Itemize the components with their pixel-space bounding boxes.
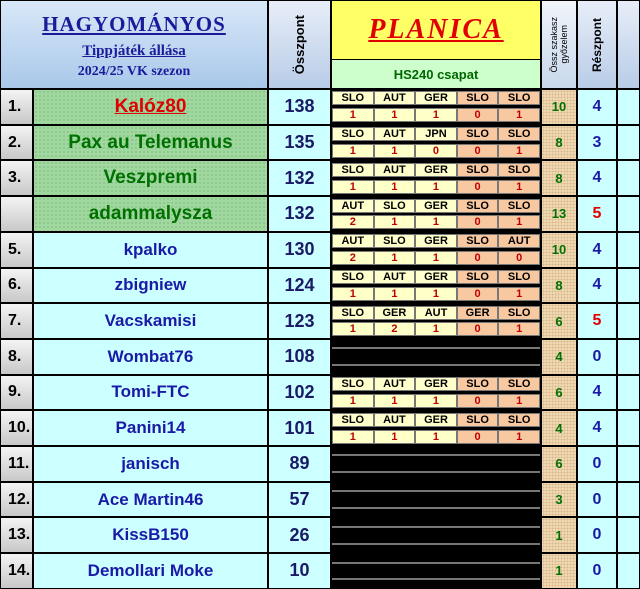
partial-points: 5 — [577, 196, 617, 232]
prediction-score: 1 — [374, 144, 416, 158]
prediction-score: 0 — [457, 144, 499, 158]
prediction-score: 0 — [498, 251, 540, 265]
prediction-grid — [331, 303, 541, 339]
total-points: 138 — [268, 89, 331, 125]
predicted-nation — [457, 454, 499, 456]
prediction-score: 1 — [374, 215, 416, 229]
player-name: Demollari Moke — [33, 553, 268, 589]
prediction-score — [498, 578, 540, 580]
rank-cell: 12. — [0, 482, 33, 518]
prediction-score: 1 — [498, 144, 540, 158]
predicted-nation: SLO — [374, 234, 416, 248]
predicted-nation — [415, 490, 457, 492]
predicted-nation — [374, 562, 416, 564]
partial-points: 4 — [577, 410, 617, 446]
row-spacer — [617, 410, 640, 446]
total-points: 57 — [268, 482, 331, 518]
game-subtitle: Tippjáték állása — [82, 42, 186, 59]
predicted-nation — [457, 347, 499, 349]
points-header-label: Összpont — [292, 14, 307, 75]
prediction-score — [457, 507, 499, 509]
prediction-grid — [331, 375, 541, 411]
prediction-score: 1 — [374, 180, 416, 194]
row-spacer — [617, 303, 640, 339]
stage-wins: 8 — [541, 125, 577, 161]
partial-points: 4 — [577, 268, 617, 304]
wins-header-label-1: Össz szakasz — [549, 16, 559, 73]
prediction-score: 1 — [498, 180, 540, 194]
prediction-score: 1 — [498, 322, 540, 336]
prediction-grid — [331, 160, 541, 196]
prediction-grid — [331, 268, 541, 304]
predicted-nation: SLO — [498, 163, 540, 177]
predicted-nation: SLO — [457, 199, 499, 213]
partial-points: 4 — [577, 160, 617, 196]
predicted-nation: GER — [415, 234, 457, 248]
stage-wins: 10 — [541, 232, 577, 268]
predicted-nation — [457, 490, 499, 492]
prediction-grid — [331, 446, 541, 482]
predicted-nation: GER — [415, 270, 457, 284]
predicted-nation — [332, 454, 374, 456]
prediction-score — [332, 543, 374, 545]
event-title-box — [332, 1, 540, 60]
prediction-score: 1 — [332, 108, 374, 122]
prediction-score — [415, 543, 457, 545]
rank-cell: 1. — [0, 89, 33, 125]
stage-wins: 8 — [541, 268, 577, 304]
prediction-score: 1 — [332, 144, 374, 158]
prediction-score: 1 — [332, 430, 374, 444]
row-spacer — [617, 268, 640, 304]
prediction-grid — [331, 517, 541, 553]
prediction-score: 1 — [332, 287, 374, 301]
prediction-score: 1 — [498, 287, 540, 301]
predicted-nation: SLO — [332, 413, 374, 427]
predicted-nation: GER — [415, 199, 457, 213]
stage-wins: 8 — [541, 160, 577, 196]
row-spacer — [617, 482, 640, 518]
rank-cell: 2. — [0, 125, 33, 161]
predicted-nation: SLO — [457, 234, 499, 248]
prediction-score — [457, 543, 499, 545]
partial-points: 4 — [577, 232, 617, 268]
prediction-score: 1 — [332, 180, 374, 194]
predicted-nation: AUT — [332, 199, 374, 213]
predicted-nation: AUT — [374, 163, 416, 177]
prediction-score: 0 — [457, 215, 499, 229]
prediction-score: 1 — [415, 394, 457, 408]
predicted-nation: SLO — [332, 306, 374, 320]
predicted-nation: GER — [374, 306, 416, 320]
prediction-score — [374, 507, 416, 509]
prediction-grid — [331, 553, 541, 589]
player-name: zbigniew — [33, 268, 268, 304]
prediction-score: 1 — [415, 180, 457, 194]
predicted-nation: SLO — [457, 270, 499, 284]
partial-points: 0 — [577, 339, 617, 375]
event-title: PLANICA — [368, 14, 504, 45]
stage-wins: 4 — [541, 339, 577, 375]
player-name: KissB150 — [33, 517, 268, 553]
rank-cell: 9. — [0, 375, 33, 411]
predicted-nation — [374, 526, 416, 528]
prediction-score: 0 — [457, 287, 499, 301]
prediction-score: 1 — [415, 322, 457, 336]
prediction-score: 0 — [415, 144, 457, 158]
prediction-score: 1 — [332, 394, 374, 408]
player-name: adammalysza — [33, 196, 268, 232]
prediction-score — [332, 507, 374, 509]
total-points: 135 — [268, 125, 331, 161]
predicted-nation — [374, 490, 416, 492]
player-name: Kalóz80 — [33, 89, 268, 125]
prediction-score: 1 — [498, 430, 540, 444]
row-spacer — [617, 375, 640, 411]
row-spacer — [617, 339, 640, 375]
prediction-score: 0 — [457, 108, 499, 122]
prediction-score: 0 — [457, 322, 499, 336]
predicted-nation: SLO — [498, 413, 540, 427]
prediction-score: 0 — [457, 180, 499, 194]
prediction-score: 2 — [332, 215, 374, 229]
prediction-score: 1 — [415, 108, 457, 122]
prediction-score — [415, 507, 457, 509]
prediction-score: 0 — [457, 394, 499, 408]
row-spacer — [617, 125, 640, 161]
predicted-nation: SLO — [457, 91, 499, 105]
wins-header-label-2: győzelem — [559, 25, 569, 64]
predicted-nation: SLO — [457, 377, 499, 391]
total-points: 123 — [268, 303, 331, 339]
predicted-nation — [415, 347, 457, 349]
prediction-score: 1 — [332, 322, 374, 336]
prediction-score — [415, 471, 457, 473]
total-points: 132 — [268, 196, 331, 232]
prediction-score: 1 — [415, 430, 457, 444]
player-name: Vacskamisi — [33, 303, 268, 339]
table-header-title — [0, 0, 268, 89]
predicted-nation: SLO — [498, 306, 540, 320]
predicted-nation: AUT — [374, 377, 416, 391]
prediction-score — [332, 578, 374, 580]
stage-wins: 6 — [541, 303, 577, 339]
total-points: 130 — [268, 232, 331, 268]
stage-wins: 6 — [541, 375, 577, 411]
prediction-grid — [331, 89, 541, 125]
predicted-nation: SLO — [498, 127, 540, 141]
player-name: Wombat76 — [33, 339, 268, 375]
predicted-nation: SLO — [332, 270, 374, 284]
total-points: 10 — [268, 553, 331, 589]
predicted-nation: SLO — [457, 127, 499, 141]
prediction-score — [457, 364, 499, 366]
total-points: 124 — [268, 268, 331, 304]
partial-points: 3 — [577, 125, 617, 161]
predicted-nation: SLO — [332, 377, 374, 391]
partial-column-header — [577, 0, 617, 89]
total-points: 101 — [268, 410, 331, 446]
predicted-nation — [415, 526, 457, 528]
rank-cell: 7. — [0, 303, 33, 339]
prediction-score — [457, 578, 499, 580]
prediction-score — [332, 471, 374, 473]
points-column-header — [268, 0, 331, 89]
total-points: 89 — [268, 446, 331, 482]
row-spacer — [617, 446, 640, 482]
partial-points: 0 — [577, 482, 617, 518]
partial-header-label: Részpont — [590, 17, 604, 72]
predicted-nation — [457, 562, 499, 564]
rank-cell — [0, 196, 33, 232]
predicted-nation: SLO — [332, 127, 374, 141]
row-spacer — [617, 553, 640, 589]
total-points: 132 — [268, 160, 331, 196]
partial-points: 4 — [577, 375, 617, 411]
predicted-nation: AUT — [332, 234, 374, 248]
predicted-nation — [457, 526, 499, 528]
prediction-score: 0 — [457, 430, 499, 444]
stage-wins: 4 — [541, 410, 577, 446]
rank-cell: 8. — [0, 339, 33, 375]
stage-wins: 1 — [541, 553, 577, 589]
predicted-nation: GER — [457, 306, 499, 320]
partial-points: 4 — [577, 89, 617, 125]
predicted-nation: GER — [415, 91, 457, 105]
prediction-grid — [331, 482, 541, 518]
prediction-score: 1 — [374, 287, 416, 301]
predicted-nation — [498, 454, 540, 456]
predicted-nation: SLO — [457, 413, 499, 427]
predicted-nation: SLO — [332, 91, 374, 105]
row-spacer — [617, 160, 640, 196]
prediction-score — [498, 543, 540, 545]
event-header — [331, 0, 541, 89]
predicted-nation: AUT — [415, 306, 457, 320]
prediction-score — [415, 364, 457, 366]
total-points: 26 — [268, 517, 331, 553]
predicted-nation: SLO — [498, 199, 540, 213]
prediction-score — [374, 364, 416, 366]
predicted-nation: AUT — [374, 413, 416, 427]
predicted-nation: GER — [415, 413, 457, 427]
rank-cell: 11. — [0, 446, 33, 482]
stage-wins: 13 — [541, 196, 577, 232]
prediction-score — [498, 364, 540, 366]
prediction-grid — [331, 196, 541, 232]
prediction-score: 1 — [498, 394, 540, 408]
predicted-nation: SLO — [498, 270, 540, 284]
rank-cell: 6. — [0, 268, 33, 304]
player-name: Tomi-FTC — [33, 375, 268, 411]
player-name: kpalko — [33, 232, 268, 268]
player-name: janisch — [33, 446, 268, 482]
wins-column-header — [541, 0, 577, 89]
prediction-score: 0 — [457, 251, 499, 265]
rank-cell: 14. — [0, 553, 33, 589]
predicted-nation: AUT — [498, 234, 540, 248]
predicted-nation: GER — [415, 377, 457, 391]
stage-wins: 1 — [541, 517, 577, 553]
predicted-nation: JPN — [415, 127, 457, 141]
prediction-grid — [331, 232, 541, 268]
predicted-nation — [498, 490, 540, 492]
predicted-nation: AUT — [374, 270, 416, 284]
predicted-nation: GER — [415, 163, 457, 177]
predicted-nation — [332, 562, 374, 564]
prediction-score: 1 — [498, 108, 540, 122]
predicted-nation: SLO — [498, 91, 540, 105]
predicted-nation — [415, 562, 457, 564]
prediction-grid — [331, 339, 541, 375]
player-name: Panini14 — [33, 410, 268, 446]
partial-points: 0 — [577, 446, 617, 482]
prediction-score — [374, 471, 416, 473]
prediction-score: 1 — [498, 215, 540, 229]
total-points: 108 — [268, 339, 331, 375]
stage-wins: 3 — [541, 482, 577, 518]
prediction-score — [498, 507, 540, 509]
predicted-nation — [498, 562, 540, 564]
predicted-nation — [498, 347, 540, 349]
player-name: Ace Martin46 — [33, 482, 268, 518]
predicted-nation: SLO — [332, 163, 374, 177]
rank-cell: 5. — [0, 232, 33, 268]
stage-wins: 10 — [541, 89, 577, 125]
predicted-nation — [498, 526, 540, 528]
predicted-nation: SLO — [498, 377, 540, 391]
player-name: Pax au Telemanus — [33, 125, 268, 161]
prediction-score: 1 — [374, 430, 416, 444]
prediction-score — [457, 471, 499, 473]
predicted-nation: SLO — [457, 163, 499, 177]
row-spacer — [617, 196, 640, 232]
row-spacer — [617, 89, 640, 125]
row-spacer — [617, 232, 640, 268]
predicted-nation — [332, 347, 374, 349]
prediction-score — [374, 578, 416, 580]
prediction-score: 1 — [415, 215, 457, 229]
total-points: 102 — [268, 375, 331, 411]
rank-cell: 13. — [0, 517, 33, 553]
predicted-nation: SLO — [374, 199, 416, 213]
prediction-score: 1 — [374, 394, 416, 408]
prediction-score — [374, 543, 416, 545]
prediction-score — [415, 578, 457, 580]
partial-points: 5 — [577, 303, 617, 339]
prediction-score: 2 — [332, 251, 374, 265]
prediction-score — [498, 471, 540, 473]
header-spacer — [617, 0, 640, 89]
prediction-score: 2 — [374, 322, 416, 336]
season-label: 2024/25 VK szezon — [77, 63, 191, 79]
predicted-nation: AUT — [374, 91, 416, 105]
partial-points: 0 — [577, 517, 617, 553]
event-subtitle: HS240 csapat — [332, 60, 540, 88]
prediction-score: 1 — [415, 287, 457, 301]
game-title: HAGYOMÁNYOS — [42, 11, 226, 36]
predicted-nation: AUT — [374, 127, 416, 141]
prediction-score: 1 — [374, 251, 416, 265]
player-name: Veszpremi — [33, 160, 268, 196]
prediction-score — [332, 364, 374, 366]
partial-points: 0 — [577, 553, 617, 589]
predicted-nation — [374, 347, 416, 349]
rank-cell: 10. — [0, 410, 33, 446]
prediction-score: 1 — [374, 108, 416, 122]
prediction-grid — [331, 125, 541, 161]
predicted-nation — [415, 454, 457, 456]
rank-cell: 3. — [0, 160, 33, 196]
predicted-nation — [374, 454, 416, 456]
row-spacer — [617, 517, 640, 553]
predicted-nation — [332, 490, 374, 492]
predicted-nation — [332, 526, 374, 528]
prediction-score: 1 — [415, 251, 457, 265]
stage-wins: 6 — [541, 446, 577, 482]
prediction-grid — [331, 410, 541, 446]
